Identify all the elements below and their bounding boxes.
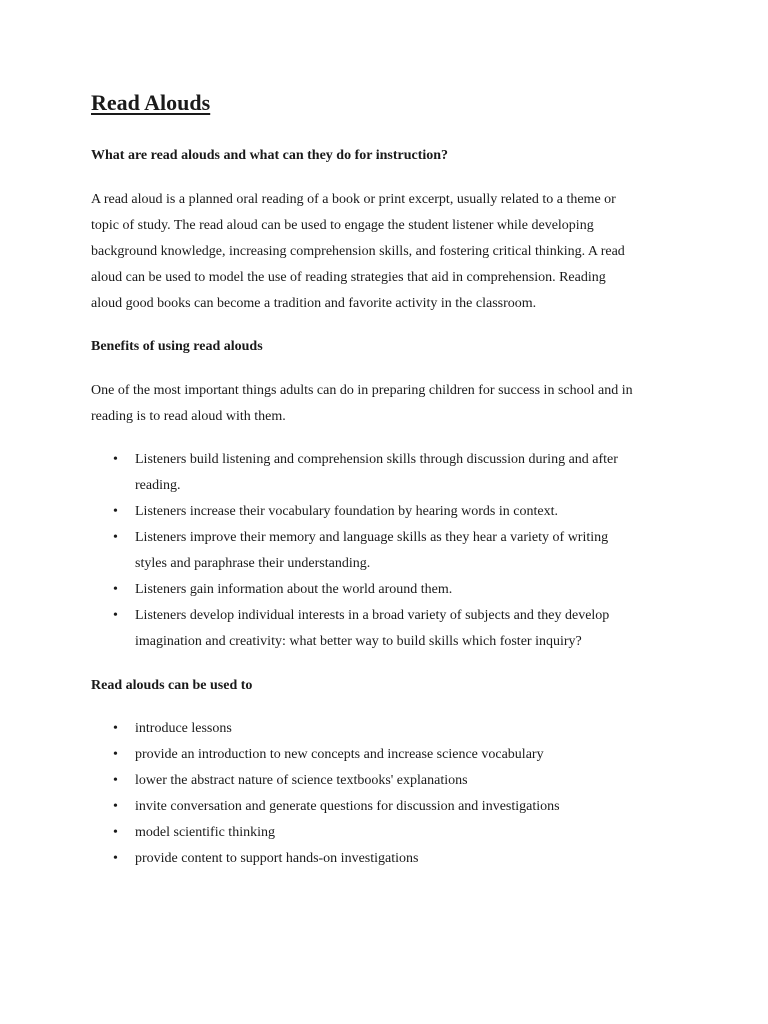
paragraph-line: aloud good books can become a tradition and favorite activity in the classroom. xyxy=(91,296,537,311)
list-item-text: model scientific thinking xyxy=(135,825,275,840)
intro-paragraph xyxy=(91,187,691,317)
bullet-icon: • xyxy=(113,582,118,597)
list-item-text: Listeners build listening and comprehension skills through discussion during and after xyxy=(135,452,618,467)
list-item-text: reading. xyxy=(135,478,181,493)
list-item-text: imagination and creativity: what better way to build skills which foster inquiry? xyxy=(135,634,582,649)
list-item xyxy=(91,846,560,872)
bullet-icon: • xyxy=(113,747,118,762)
bullet-icon: • xyxy=(113,851,118,866)
list-item-text: lower the abstract nature of science textbooks' explanations xyxy=(135,773,468,788)
list-item xyxy=(91,768,560,794)
bullet-icon: • xyxy=(113,530,118,545)
benefits-list xyxy=(91,447,618,655)
section-heading-what-are: What are read alouds and what can they do for instruction? xyxy=(91,148,449,163)
list-item xyxy=(91,603,618,655)
list-item xyxy=(91,716,560,742)
list-item xyxy=(91,447,618,499)
list-item-text: introduce lessons xyxy=(135,721,232,736)
list-item xyxy=(91,794,560,820)
paragraph-line: A read aloud is a planned oral reading of a book or print excerpt, usually related to a theme or xyxy=(91,192,616,207)
list-item-text: provide content to support hands-on investigations xyxy=(135,851,419,866)
benefits-intro-paragraph xyxy=(91,378,691,430)
list-item xyxy=(91,499,618,525)
section-heading-used-to: Read alouds can be used to xyxy=(91,678,253,693)
list-item-text: Listeners increase their vocabulary foundation by hearing words in context. xyxy=(135,504,558,519)
page-title: Read Alouds xyxy=(91,90,211,115)
bullet-icon: • xyxy=(113,504,118,519)
list-item-text: styles and paraphrase their understanding. xyxy=(135,556,371,571)
list-item-text: provide an introduction to new concepts and increase science vocabulary xyxy=(135,747,544,762)
bullet-icon: • xyxy=(113,773,118,788)
paragraph-line: One of the most important things adults can do in preparing children for success in school and in xyxy=(91,383,633,398)
list-item xyxy=(91,525,618,577)
paragraph-line: aloud can be used to model the use of reading strategies that aid in comprehension. Reading xyxy=(91,270,606,285)
list-item-text: Listeners gain information about the world around them. xyxy=(135,582,453,597)
list-item xyxy=(91,742,560,768)
bullet-icon: • xyxy=(113,721,118,736)
uses-list xyxy=(91,716,560,872)
paragraph-line: background knowledge, increasing comprehension skills, and fostering critical thinking. A read xyxy=(91,244,625,259)
bullet-icon: • xyxy=(113,825,118,840)
paragraph-line: reading is to read aloud with them. xyxy=(91,409,286,424)
list-item-text: Listeners develop individual interests in a broad variety of subjects and they develop xyxy=(135,608,610,623)
bullet-icon: • xyxy=(113,608,118,623)
list-item xyxy=(91,820,560,846)
bullet-icon: • xyxy=(113,452,118,467)
section-heading-benefits: Benefits of using read alouds xyxy=(91,339,263,354)
list-item-text: invite conversation and generate questions for discussion and investigations xyxy=(135,799,560,814)
list-item-text: Listeners improve their memory and language skills as they hear a variety of writing xyxy=(135,530,609,545)
bullet-icon: • xyxy=(113,799,118,814)
paragraph-line: topic of study. The read aloud can be used to engage the student listener while developing xyxy=(91,218,594,233)
list-item xyxy=(91,577,618,603)
